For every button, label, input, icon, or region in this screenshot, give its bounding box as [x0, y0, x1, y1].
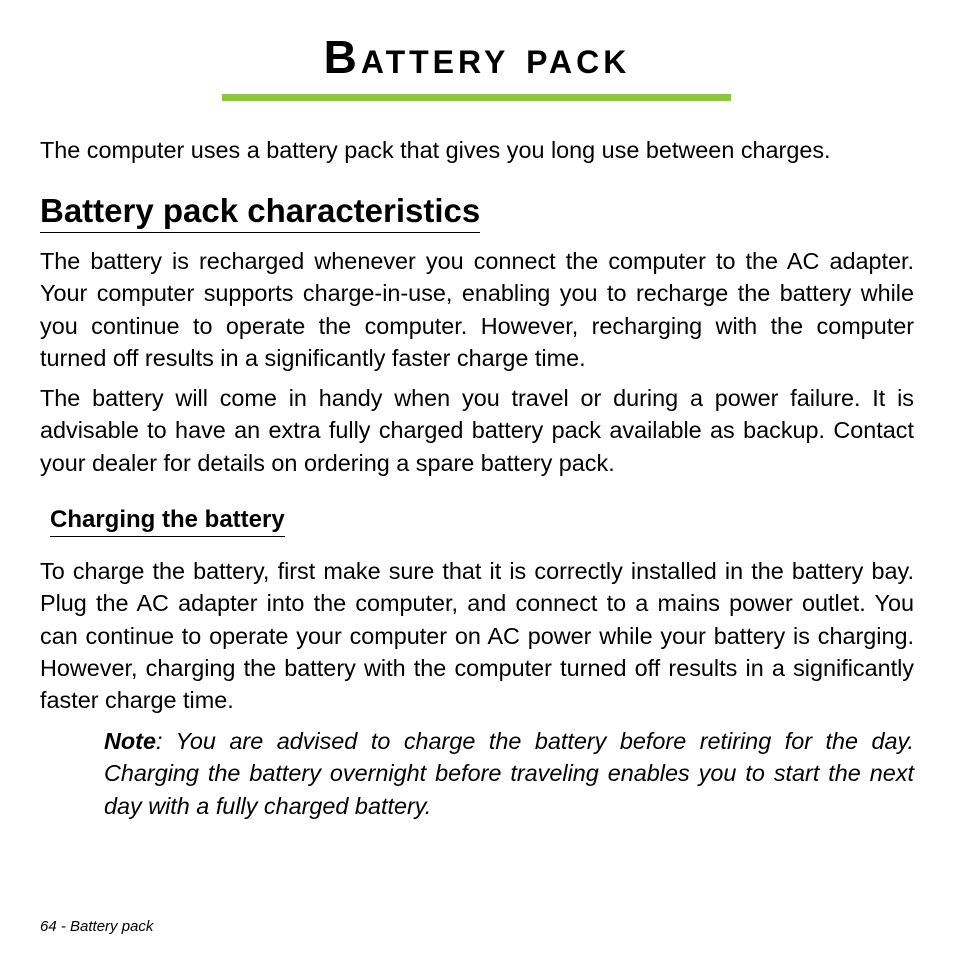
note-label: Note	[104, 728, 156, 754]
subsection-heading: Charging the battery	[50, 504, 285, 537]
section-paragraph-2: The battery will come in handy when you travel or during a power failure. It is advisable to have an extra fully charged battery pack available as backup. Contact your dealer for details on ordering a spare battery pack.	[40, 385, 914, 476]
title-underline-rule	[222, 94, 731, 101]
section-paragraph-1: The battery is recharged whenever you connect the computer to the AC adapter. Your computer supports charge-in-use, enabling you to recharge the battery while you continue to operate the computer. However, recharging with the computer turned off results in a significantly faster charge time.	[40, 248, 914, 371]
note-block	[104, 725, 914, 822]
note-text: : You are advised to charge the battery before retiring for the day. Charging the battery overnight before traveling enables you to start the next day with a fully charged battery.	[104, 728, 914, 819]
subsection-paragraph: To charge the battery, first make sure that it is correctly installed in the battery bay. Plug the AC adapter into the computer, and connect to a mains power outlet. You can continue to operate your computer on AC power while your battery is charging. However, charging the battery with the computer turned off results in a significantly faster charge time.	[40, 558, 914, 714]
chapter-title: Battery pack	[323, 31, 631, 83]
page-footer: 64 - Battery pack	[40, 918, 154, 935]
section-heading: Battery pack characteristics	[40, 190, 480, 233]
intro-paragraph: The computer uses a battery pack that gives you long use between charges.	[40, 137, 831, 163]
